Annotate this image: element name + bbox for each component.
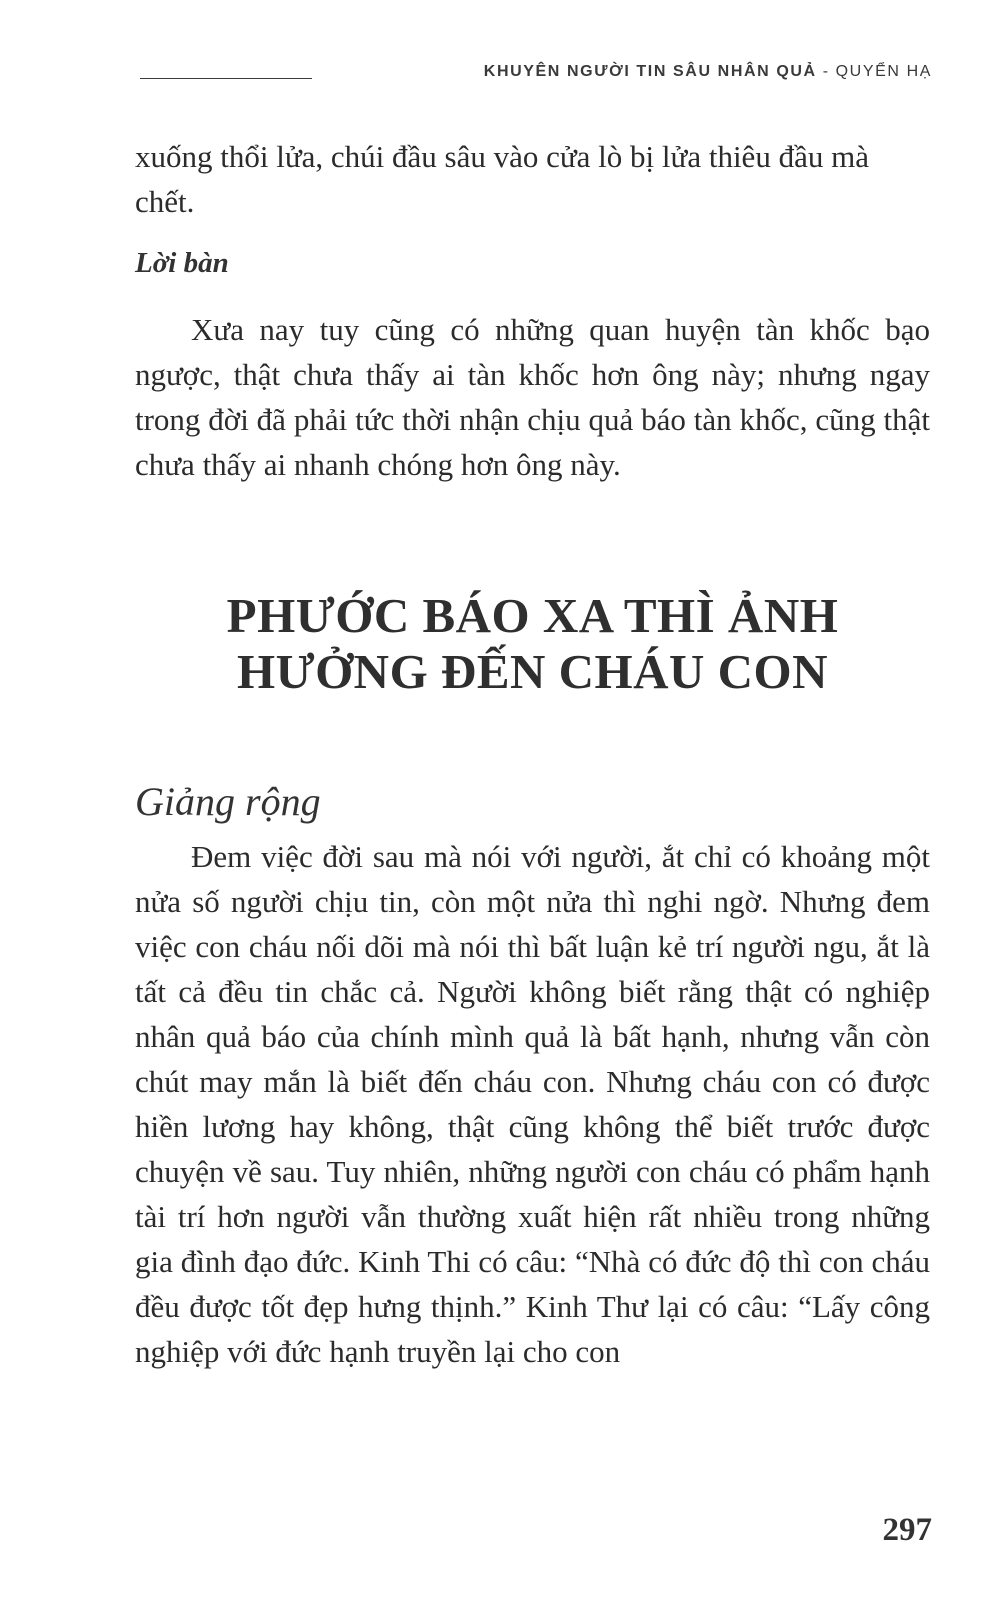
section-paragraph: Đem việc đời sau mà nói với người, ắt chỉ có khoảng một nửa số người chịu tin, còn một nửa thì nghi ngờ. Nhưng đem việc con cháu nối dõi mà nói thì bất luận kẻ trí người ngu, ắt là tất cả đều tin chắc cả. Người không biết rằng thật có nghiệp nhân quả báo của chính mình quả là bất hạnh, nhưng vẫn còn chút may mắn là biết đến cháu con. Nhưng cháu con có được hiền lương hay không, thật cũng không thể biết trước được chuyện về sau. Tuy nhiên, những người con cháu có phẩm hạnh tài trí hơn người vẫn thường xuất hiện rất nhiều trong những gia đình đạo đức. Kinh Thi có câu: “Nhà có đức độ thì con cháu đều được tốt đẹp hưng thịnh.” Kinh Thư lại có câu: “Lấy công nghiệp với đức hạnh truyền lại cho con <box>135 839 930 1369</box>
header-rule <box>140 78 312 79</box>
page-number: 297 <box>882 1512 932 1548</box>
section-title: Giảng rộng <box>135 779 321 824</box>
chapter-title-line2: HƯỞNG ĐẾN CHÁU CON <box>236 644 829 699</box>
book-title: KHUYÊN NGƯỜI TIN SÂU NHÂN QUẢ <box>483 63 817 80</box>
chapter-title-line1: PHƯỚC BÁO XA THÌ ẢNH <box>226 588 839 643</box>
note-label: Lời bàn <box>135 247 229 279</box>
header-separator: - <box>822 63 830 80</box>
chapter-title <box>135 588 930 700</box>
continued-paragraph: xuống thổi lửa, chúi đầu sâu vào cửa lò bị lửa thiêu đầu mà chết. <box>135 139 869 219</box>
note-paragraph: Xưa nay tuy cũng có những quan huyện tàn khốc bạo ngược, thật chưa thấy ai tàn khốc hơn ông này; nhưng ngay trong đời đã phải tức thời nhận chịu quả báo tàn khốc, cũng thật chưa thấy ai nhanh chóng hơn ông này. <box>135 312 930 482</box>
volume-label: QUYỂN HẠ <box>835 63 932 80</box>
running-header <box>484 63 932 81</box>
